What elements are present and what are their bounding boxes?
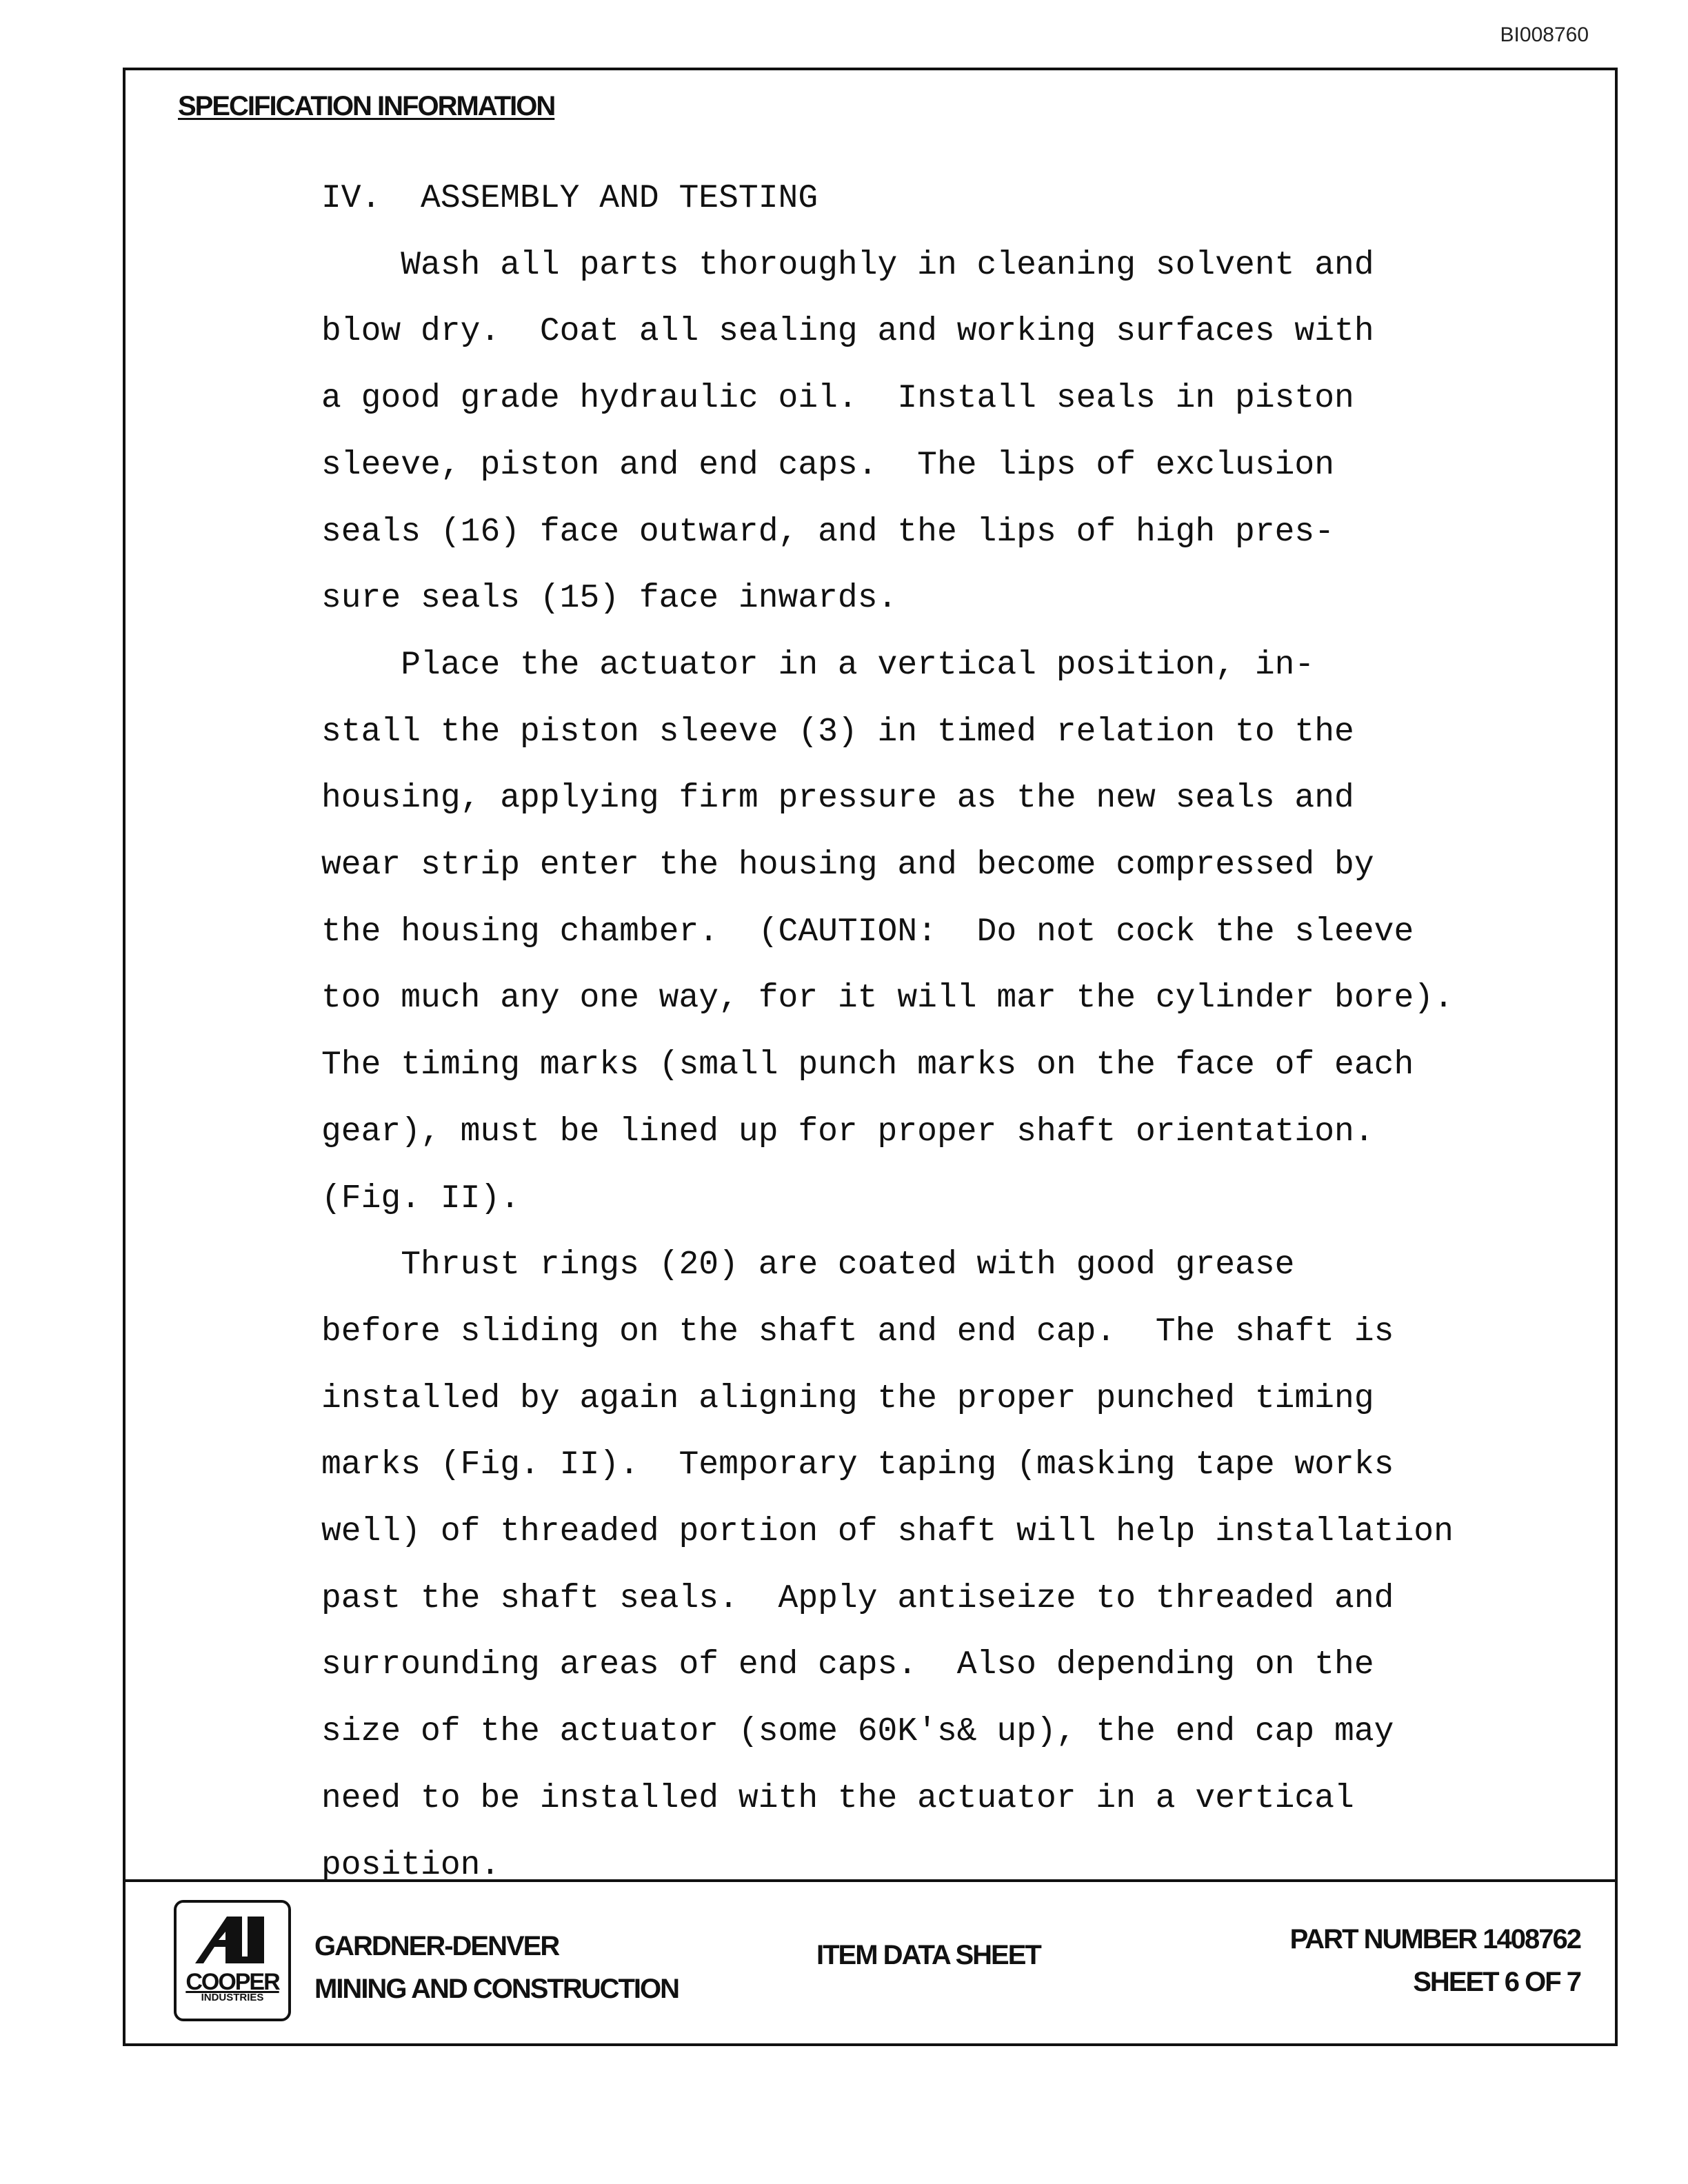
cooper-logo — [174, 1900, 291, 2021]
paragraph: Thrust rings (20) are coated with good grease before sliding on the shaft and end cap. The shaft is installed by again aligning the proper punched timing marks (Fig. II). Temporary taping (masking tape works well) of threaded portion of shaft will help installation past the shaft seals. Apply antiseize to threaded and surrounding areas of end caps. Also depending on the size of the actuator (some 60K's& up), the end cap may need to be installed with the actuator in a vertical position. — [321, 1246, 1454, 1884]
page-frame — [123, 68, 1618, 2046]
logo-name: COOPER — [185, 1969, 279, 1995]
sheet-number: SHEET 6 OF 7 — [1413, 1967, 1580, 1997]
paragraph: Wash all parts thoroughly in cleaning solvent and blow dry. Coat all sealing and working surfaces with a good grade hydraulic oil. Install seals in piston sleeve, piston and end caps. The lips of exclusion seals (16) face outward, and the lips of high pres- sure seals (15) face inwards. — [321, 246, 1374, 618]
section-title: IV. ASSEMBLY AND TESTING — [321, 180, 818, 217]
company-line-1: GARDNER-DENVER — [314, 1931, 559, 1961]
company-name — [314, 1925, 679, 2010]
spec-header: SPECIFICATION INFORMATION — [178, 91, 555, 121]
paragraph: Place the actuator in a vertical position, in- stall the piston sleeve (3) in timed relation to the housing, applying firm pressure as the new seals and wear strip enter the housing and become compressed by the housing chamber. (CAUTION: Do not cock the sleeve too much any one way, for it will mar the cylinder bore). The timing marks (small punch marks on the face of each gear), must be lined up for proper shaft orientation. (Fig. II). — [321, 646, 1454, 1217]
company-line-2: MINING AND CONSTRUCTION — [314, 1974, 679, 2004]
footer — [125, 1879, 1615, 2043]
body-text — [321, 165, 1604, 1899]
document-id: BI008760 — [1500, 23, 1589, 46]
logo-subtitle: INDUSTRIES — [201, 1992, 264, 2003]
part-number: PART NUMBER 1408762 — [1289, 1924, 1580, 1954]
cooper-logo-mark-icon — [191, 1912, 274, 1968]
part-info — [1290, 1918, 1580, 2003]
item-data-sheet-label: ITEM DATA SHEET — [816, 1940, 1041, 1970]
